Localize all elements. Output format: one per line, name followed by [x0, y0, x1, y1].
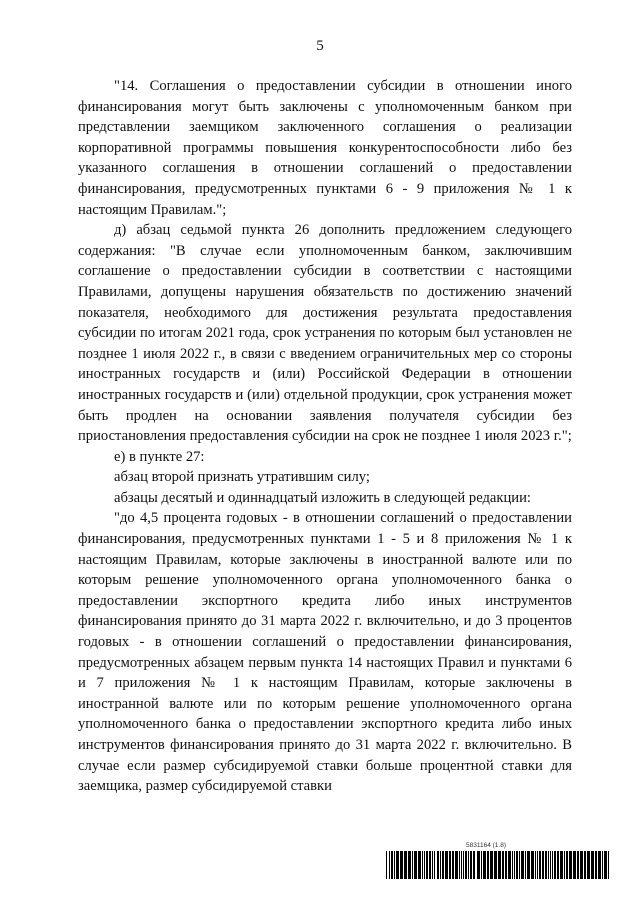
paragraph-new-wording: "до 4,5 процента годовых - в отношении соглашений о предоставлении финансирования, предусмотренных пунктами 1 - 5 и 8 приложения № 1 к настоящим Правилам, которые заключены в иностранной валюте или по которым решение уполномоченного органа уполномоченного банка о предоставлении экспортного кредита либо иных инструментов финансирования принято до 31 марта 2022 г. включительно, и до 3 процентов годовых - в отношении соглашений о предоставлении финансирования, предусмотренных абзацем первым пункта 14 настоящих Правил и пунктами 6 и 7 приложения № 1 к настоящим Правилам, которые заключены в иностранной валюте или по которым решение уполномоченного органа уполномоченного банка о предоставлении экспортного кредита либо иных инструментов финансирования принято до 31 марта 2022 г. включительно. В случае если размер субсидируемой ставки больше процентной ставки для заемщика, размер субсидируемой ставки: [78, 510, 572, 795]
paragraph-clause-14: "14. Соглашения о предоставлении субсидии в отношении иного финансирования могут быть заключены с уполномоченным банком при представлении заемщиком заключенного соглашения о реализации корпоративной программы повышения конкурентоспособности либо без указанного соглашения в отношении соглашений о предоставлении финансирования, предусмотренных пунктами 6 - 9 приложения № 1 к настоящим Правилам.";: [78, 78, 572, 218]
document-body: [78, 76, 572, 797]
paragraph-abzac-second: абзац второй признать утратившим силу;: [114, 469, 370, 486]
barcode-block: [386, 842, 612, 882]
page-number: 5: [316, 38, 324, 54]
paragraph-item-d: д) абзац седьмой пункта 26 дополнить предложением следующего содержания: "В случае если уполномоченным банком, заключившим соглашение о предоставлении субсидии в соответствии с настоящими Правилами, допущены нарушения обязательств по достижению значений показателя, необходимого для достижения результата предоставления субсидии по итогам 2021 года, срок устранения по которым был установлен не позднее 1 июля 2022 г., в связи с введением ограничительных мер со стороны иностранных государств и (или) Российской Федерации в отношении иностранных государств и (или) отдельной продукции, срок устранения может быть продлен на основании заявления получателя субсидии без приостановления предоставления субсидии на срок не позднее 1 июля 2023 г.";: [78, 222, 572, 445]
paragraph-item-e: е) в пункте 27:: [114, 448, 205, 465]
paragraph-abzac-tenth-eleventh: абзацы десятый и одиннадцатый изложить в следующей редакции:: [114, 489, 531, 506]
barcode-caption: 5831164 (1.8): [466, 842, 506, 849]
barcode: [386, 851, 612, 879]
